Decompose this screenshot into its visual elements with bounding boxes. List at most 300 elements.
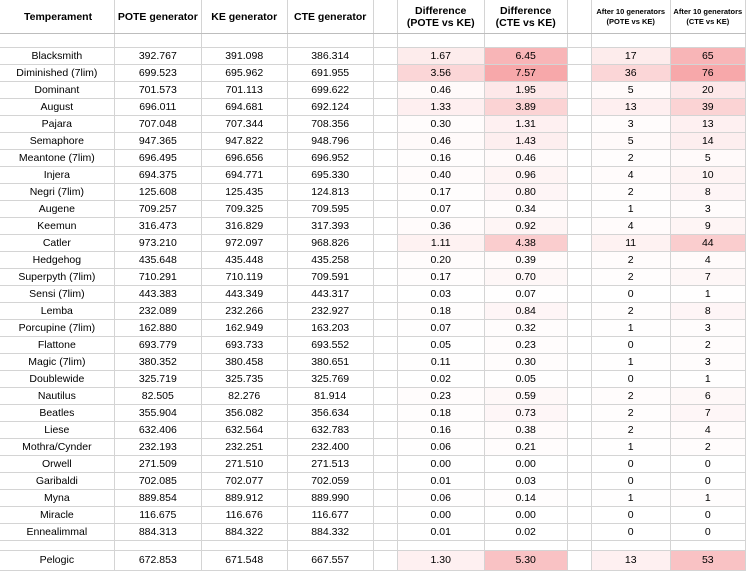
after-pote-cell[interactable]: 2: [591, 184, 670, 201]
header-diff-cte[interactable]: [484, 0, 567, 34]
spacer-cell[interactable]: [373, 456, 397, 473]
diff-pote-cell[interactable]: 0.23: [397, 388, 484, 405]
spacer-cell[interactable]: [373, 524, 397, 541]
pote-cell[interactable]: 709.257: [114, 201, 201, 218]
after-cte-cell[interactable]: 53: [670, 551, 745, 571]
ke-cell[interactable]: 82.276: [201, 388, 287, 405]
diff-pote-cell[interactable]: 0.16: [397, 150, 484, 167]
diff-cte-cell[interactable]: 0.84: [484, 303, 567, 320]
after-cte-cell[interactable]: 0: [670, 473, 745, 490]
spacer-cell[interactable]: [567, 439, 591, 456]
pote-cell[interactable]: 325.719: [114, 371, 201, 388]
empty-cell[interactable]: [484, 34, 567, 48]
spacer-cell[interactable]: [373, 337, 397, 354]
temperament-cell[interactable]: Flattone: [0, 337, 114, 354]
diff-pote-cell[interactable]: 0.06: [397, 439, 484, 456]
empty-cell[interactable]: [201, 34, 287, 48]
after-pote-cell[interactable]: 0: [591, 507, 670, 524]
diff-cte-cell[interactable]: 3.89: [484, 99, 567, 116]
after-pote-cell[interactable]: 2: [591, 422, 670, 439]
after-pote-cell[interactable]: 1: [591, 490, 670, 507]
spacer-cell[interactable]: [567, 167, 591, 184]
cte-cell[interactable]: 81.914: [287, 388, 373, 405]
after-pote-cell[interactable]: 5: [591, 82, 670, 99]
spacer-cell[interactable]: [373, 371, 397, 388]
diff-cte-cell[interactable]: 0.39: [484, 252, 567, 269]
diff-pote-cell[interactable]: 0.18: [397, 405, 484, 422]
diff-cte-cell[interactable]: 0.00: [484, 507, 567, 524]
cte-cell[interactable]: 889.990: [287, 490, 373, 507]
spacer-cell[interactable]: [567, 320, 591, 337]
pote-cell[interactable]: 701.573: [114, 82, 201, 99]
spacer-cell[interactable]: [373, 184, 397, 201]
spacer-cell[interactable]: [373, 65, 397, 82]
pote-cell[interactable]: 392.767: [114, 48, 201, 65]
after-pote-cell[interactable]: 1: [591, 439, 670, 456]
diff-pote-cell[interactable]: 0.36: [397, 218, 484, 235]
temperament-cell[interactable]: August: [0, 99, 114, 116]
pote-cell[interactable]: 125.608: [114, 184, 201, 201]
temperament-cell[interactable]: Keemun: [0, 218, 114, 235]
diff-cte-cell[interactable]: 0.38: [484, 422, 567, 439]
spacer-cell[interactable]: [373, 133, 397, 150]
after-pote-cell[interactable]: 13: [591, 99, 670, 116]
diff-cte-cell[interactable]: 0.14: [484, 490, 567, 507]
after-pote-cell[interactable]: 3: [591, 116, 670, 133]
after-pote-cell[interactable]: 2: [591, 405, 670, 422]
ke-cell[interactable]: 162.949: [201, 320, 287, 337]
after-cte-cell[interactable]: 7: [670, 269, 745, 286]
spacer-cell[interactable]: [373, 551, 397, 571]
cte-cell[interactable]: 271.513: [287, 456, 373, 473]
empty-cell[interactable]: [114, 541, 201, 551]
temperament-cell[interactable]: Nautilus: [0, 388, 114, 405]
cte-cell[interactable]: 124.813: [287, 184, 373, 201]
spacer-cell[interactable]: [567, 218, 591, 235]
after-cte-cell[interactable]: 1: [670, 490, 745, 507]
after-cte-cell[interactable]: 4: [670, 422, 745, 439]
after-cte-cell[interactable]: 44: [670, 235, 745, 252]
diff-pote-cell[interactable]: 1.33: [397, 99, 484, 116]
after-pote-cell[interactable]: 4: [591, 167, 670, 184]
spacer-cell[interactable]: [373, 218, 397, 235]
after-cte-cell[interactable]: 0: [670, 524, 745, 541]
diff-cte-cell[interactable]: 4.38: [484, 235, 567, 252]
spacer-cell[interactable]: [567, 286, 591, 303]
diff-pote-cell[interactable]: 0.02: [397, 371, 484, 388]
temperament-cell[interactable]: Beatles: [0, 405, 114, 422]
after-cte-cell[interactable]: 5: [670, 150, 745, 167]
pote-cell[interactable]: 699.523: [114, 65, 201, 82]
after-pote-cell[interactable]: 2: [591, 252, 670, 269]
ke-cell[interactable]: 116.676: [201, 507, 287, 524]
empty-cell[interactable]: [114, 34, 201, 48]
spacer-cell[interactable]: [373, 235, 397, 252]
spacer-cell[interactable]: [373, 116, 397, 133]
spacer-cell[interactable]: [567, 269, 591, 286]
diff-cte-cell[interactable]: 0.80: [484, 184, 567, 201]
diff-pote-cell[interactable]: 1.67: [397, 48, 484, 65]
ke-cell[interactable]: 443.349: [201, 286, 287, 303]
after-cte-cell[interactable]: 65: [670, 48, 745, 65]
after-cte-cell[interactable]: 4: [670, 252, 745, 269]
temperament-cell[interactable]: Injera: [0, 167, 114, 184]
spacer-cell[interactable]: [373, 473, 397, 490]
temperament-cell[interactable]: Negri (7lim): [0, 184, 114, 201]
after-cte-cell[interactable]: 3: [670, 354, 745, 371]
temperament-cell[interactable]: Dominant: [0, 82, 114, 99]
cte-cell[interactable]: 702.059: [287, 473, 373, 490]
cte-cell[interactable]: 325.769: [287, 371, 373, 388]
after-cte-cell[interactable]: 1: [670, 371, 745, 388]
diff-cte-cell[interactable]: 1.95: [484, 82, 567, 99]
pote-cell[interactable]: 947.365: [114, 133, 201, 150]
temperament-cell[interactable]: Sensi (7lim): [0, 286, 114, 303]
diff-pote-cell[interactable]: 0.07: [397, 320, 484, 337]
after-pote-cell[interactable]: 2: [591, 303, 670, 320]
pote-cell[interactable]: 435.648: [114, 252, 201, 269]
spacer-cell[interactable]: [567, 0, 591, 34]
after-cte-cell[interactable]: 3: [670, 201, 745, 218]
temperament-cell[interactable]: Liese: [0, 422, 114, 439]
empty-cell[interactable]: [287, 541, 373, 551]
diff-pote-cell[interactable]: 0.06: [397, 490, 484, 507]
cte-cell[interactable]: 709.591: [287, 269, 373, 286]
after-cte-cell[interactable]: 76: [670, 65, 745, 82]
empty-cell[interactable]: [0, 541, 114, 551]
diff-pote-cell[interactable]: 0.17: [397, 184, 484, 201]
after-pote-cell[interactable]: 1: [591, 201, 670, 218]
empty-cell[interactable]: [567, 541, 591, 551]
diff-pote-cell[interactable]: 0.03: [397, 286, 484, 303]
pote-cell[interactable]: 696.495: [114, 150, 201, 167]
ke-cell[interactable]: 232.251: [201, 439, 287, 456]
after-pote-cell[interactable]: 4: [591, 218, 670, 235]
ke-cell[interactable]: 694.681: [201, 99, 287, 116]
diff-pote-cell[interactable]: 0.30: [397, 116, 484, 133]
pote-cell[interactable]: 232.193: [114, 439, 201, 456]
spacer-cell[interactable]: [567, 524, 591, 541]
spacer-cell[interactable]: [567, 422, 591, 439]
spacer-cell[interactable]: [373, 0, 397, 34]
cte-cell[interactable]: 232.400: [287, 439, 373, 456]
spacer-cell[interactable]: [567, 48, 591, 65]
cte-cell[interactable]: 163.203: [287, 320, 373, 337]
header-cte[interactable]: CTE generator: [287, 0, 373, 34]
after-pote-cell[interactable]: 2: [591, 388, 670, 405]
spacer-cell[interactable]: [567, 337, 591, 354]
spacer-cell[interactable]: [567, 252, 591, 269]
cte-cell[interactable]: 968.826: [287, 235, 373, 252]
ke-cell[interactable]: 972.097: [201, 235, 287, 252]
after-pote-cell[interactable]: 36: [591, 65, 670, 82]
ke-cell[interactable]: 709.325: [201, 201, 287, 218]
pote-cell[interactable]: 693.779: [114, 337, 201, 354]
diff-pote-cell[interactable]: 0.20: [397, 252, 484, 269]
diff-pote-cell[interactable]: 3.56: [397, 65, 484, 82]
empty-cell[interactable]: [670, 34, 745, 48]
after-pote-cell[interactable]: 11: [591, 235, 670, 252]
diff-cte-cell[interactable]: 0.59: [484, 388, 567, 405]
spacer-cell[interactable]: [567, 405, 591, 422]
spacer-cell[interactable]: [567, 235, 591, 252]
spacer-cell[interactable]: [373, 507, 397, 524]
pote-cell[interactable]: 710.291: [114, 269, 201, 286]
temperament-cell[interactable]: Orwell: [0, 456, 114, 473]
pote-cell[interactable]: 82.505: [114, 388, 201, 405]
pote-cell[interactable]: 443.383: [114, 286, 201, 303]
diff-cte-cell[interactable]: 0.02: [484, 524, 567, 541]
spacer-cell[interactable]: [567, 133, 591, 150]
temperament-cell[interactable]: Porcupine (7lim): [0, 320, 114, 337]
diff-cte-cell[interactable]: 0.07: [484, 286, 567, 303]
ke-cell[interactable]: 884.322: [201, 524, 287, 541]
diff-pote-cell[interactable]: 0.00: [397, 456, 484, 473]
spacer-cell[interactable]: [373, 388, 397, 405]
after-cte-cell[interactable]: 8: [670, 303, 745, 320]
header-diff-pote[interactable]: [397, 0, 484, 34]
after-pote-cell[interactable]: 13: [591, 551, 670, 571]
spacer-cell[interactable]: [567, 456, 591, 473]
empty-cell[interactable]: [287, 34, 373, 48]
cte-cell[interactable]: 948.796: [287, 133, 373, 150]
after-cte-cell[interactable]: 10: [670, 167, 745, 184]
diff-cte-cell[interactable]: 0.23: [484, 337, 567, 354]
diff-cte-cell[interactable]: 0.96: [484, 167, 567, 184]
header-temperament[interactable]: Temperament: [0, 0, 114, 34]
empty-cell[interactable]: [591, 34, 670, 48]
diff-cte-cell[interactable]: 0.32: [484, 320, 567, 337]
pote-cell[interactable]: 271.509: [114, 456, 201, 473]
empty-cell[interactable]: [484, 541, 567, 551]
diff-pote-cell[interactable]: 0.05: [397, 337, 484, 354]
cte-cell[interactable]: 699.622: [287, 82, 373, 99]
pote-cell[interactable]: 162.880: [114, 320, 201, 337]
diff-pote-cell[interactable]: 0.40: [397, 167, 484, 184]
ke-cell[interactable]: 356.082: [201, 405, 287, 422]
spacer-cell[interactable]: [567, 490, 591, 507]
ke-cell[interactable]: 710.119: [201, 269, 287, 286]
diff-pote-cell[interactable]: 1.30: [397, 551, 484, 571]
ke-cell[interactable]: 889.912: [201, 490, 287, 507]
after-cte-cell[interactable]: 9: [670, 218, 745, 235]
spacer-cell[interactable]: [373, 82, 397, 99]
diff-pote-cell[interactable]: 0.18: [397, 303, 484, 320]
cte-cell[interactable]: 696.952: [287, 150, 373, 167]
temperament-cell[interactable]: Semaphore: [0, 133, 114, 150]
after-cte-cell[interactable]: 2: [670, 337, 745, 354]
spacer-cell[interactable]: [373, 286, 397, 303]
cte-cell[interactable]: 317.393: [287, 218, 373, 235]
ke-cell[interactable]: 947.822: [201, 133, 287, 150]
empty-cell[interactable]: [0, 34, 114, 48]
spacer-cell[interactable]: [567, 388, 591, 405]
after-cte-cell[interactable]: 14: [670, 133, 745, 150]
spacer-cell[interactable]: [373, 150, 397, 167]
after-pote-cell[interactable]: 0: [591, 371, 670, 388]
after-pote-cell[interactable]: 0: [591, 337, 670, 354]
spacer-cell[interactable]: [373, 439, 397, 456]
temperament-cell[interactable]: Doublewide: [0, 371, 114, 388]
diff-pote-cell[interactable]: 0.46: [397, 82, 484, 99]
spacer-cell[interactable]: [567, 82, 591, 99]
diff-pote-cell[interactable]: 0.46: [397, 133, 484, 150]
pote-cell[interactable]: 707.048: [114, 116, 201, 133]
pote-cell[interactable]: 232.089: [114, 303, 201, 320]
temperament-cell[interactable]: Myna: [0, 490, 114, 507]
header-after-cte[interactable]: [670, 0, 745, 34]
temperament-cell[interactable]: Meantone (7lim): [0, 150, 114, 167]
after-cte-cell[interactable]: 7: [670, 405, 745, 422]
ke-cell[interactable]: 702.077: [201, 473, 287, 490]
after-pote-cell[interactable]: 17: [591, 48, 670, 65]
pote-cell[interactable]: 884.313: [114, 524, 201, 541]
after-pote-cell[interactable]: 5: [591, 133, 670, 150]
after-pote-cell[interactable]: 0: [591, 473, 670, 490]
spacer-cell[interactable]: [373, 405, 397, 422]
diff-pote-cell[interactable]: 0.11: [397, 354, 484, 371]
diff-pote-cell[interactable]: 1.11: [397, 235, 484, 252]
temperament-cell[interactable]: Superpyth (7lim): [0, 269, 114, 286]
cte-cell[interactable]: 695.330: [287, 167, 373, 184]
diff-pote-cell[interactable]: 0.00: [397, 507, 484, 524]
after-pote-cell[interactable]: 0: [591, 286, 670, 303]
diff-cte-cell[interactable]: 0.03: [484, 473, 567, 490]
spacer-cell[interactable]: [373, 48, 397, 65]
cte-cell[interactable]: 632.783: [287, 422, 373, 439]
empty-cell[interactable]: [373, 34, 397, 48]
ke-cell[interactable]: 694.771: [201, 167, 287, 184]
ke-cell[interactable]: 316.829: [201, 218, 287, 235]
diff-pote-cell[interactable]: 0.01: [397, 473, 484, 490]
ke-cell[interactable]: 232.266: [201, 303, 287, 320]
spacer-cell[interactable]: [567, 551, 591, 571]
spacer-cell[interactable]: [567, 150, 591, 167]
after-cte-cell[interactable]: 8: [670, 184, 745, 201]
spacer-cell[interactable]: [567, 184, 591, 201]
spacer-cell[interactable]: [567, 507, 591, 524]
ke-cell[interactable]: 325.735: [201, 371, 287, 388]
cte-cell[interactable]: 443.317: [287, 286, 373, 303]
temperament-cell[interactable]: Catler: [0, 235, 114, 252]
spacer-cell[interactable]: [373, 303, 397, 320]
temperament-cell[interactable]: Pelogic: [0, 551, 114, 571]
ke-cell[interactable]: 632.564: [201, 422, 287, 439]
ke-cell[interactable]: 380.458: [201, 354, 287, 371]
pote-cell[interactable]: 380.352: [114, 354, 201, 371]
pote-cell[interactable]: 355.904: [114, 405, 201, 422]
cte-cell[interactable]: 356.634: [287, 405, 373, 422]
spacer-cell[interactable]: [567, 303, 591, 320]
after-cte-cell[interactable]: 39: [670, 99, 745, 116]
ke-cell[interactable]: 435.448: [201, 252, 287, 269]
after-pote-cell[interactable]: 0: [591, 456, 670, 473]
pote-cell[interactable]: 632.406: [114, 422, 201, 439]
temperament-cell[interactable]: Pajara: [0, 116, 114, 133]
pote-cell[interactable]: 973.210: [114, 235, 201, 252]
diff-cte-cell[interactable]: 1.31: [484, 116, 567, 133]
empty-cell[interactable]: [567, 34, 591, 48]
diff-cte-cell[interactable]: 7.57: [484, 65, 567, 82]
after-cte-cell[interactable]: 0: [670, 507, 745, 524]
pote-cell[interactable]: 694.375: [114, 167, 201, 184]
empty-cell[interactable]: [201, 541, 287, 551]
diff-cte-cell[interactable]: 0.46: [484, 150, 567, 167]
diff-cte-cell[interactable]: 0.34: [484, 201, 567, 218]
spacer-cell[interactable]: [373, 320, 397, 337]
cte-cell[interactable]: 667.557: [287, 551, 373, 571]
spacer-cell[interactable]: [373, 201, 397, 218]
after-cte-cell[interactable]: 20: [670, 82, 745, 99]
spacer-cell[interactable]: [373, 252, 397, 269]
temperament-cell[interactable]: Ennealimmal: [0, 524, 114, 541]
after-cte-cell[interactable]: 0: [670, 456, 745, 473]
diff-pote-cell[interactable]: 0.07: [397, 201, 484, 218]
cte-cell[interactable]: 884.332: [287, 524, 373, 541]
temperament-cell[interactable]: Hedgehog: [0, 252, 114, 269]
temperament-cell[interactable]: Augene: [0, 201, 114, 218]
pote-cell[interactable]: 116.675: [114, 507, 201, 524]
empty-cell[interactable]: [591, 541, 670, 551]
pote-cell[interactable]: 696.011: [114, 99, 201, 116]
spacer-cell[interactable]: [567, 116, 591, 133]
temperament-cell[interactable]: Mothra/Cynder: [0, 439, 114, 456]
cte-cell[interactable]: 435.258: [287, 252, 373, 269]
temperament-cell[interactable]: Garibaldi: [0, 473, 114, 490]
diff-pote-cell[interactable]: 0.17: [397, 269, 484, 286]
diff-pote-cell[interactable]: 0.01: [397, 524, 484, 541]
pote-cell[interactable]: 672.853: [114, 551, 201, 571]
diff-cte-cell[interactable]: 0.21: [484, 439, 567, 456]
diff-cte-cell[interactable]: 0.00: [484, 456, 567, 473]
cte-cell[interactable]: 232.927: [287, 303, 373, 320]
after-cte-cell[interactable]: 1: [670, 286, 745, 303]
spacer-cell[interactable]: [567, 354, 591, 371]
cte-cell[interactable]: 692.124: [287, 99, 373, 116]
diff-cte-cell[interactable]: 0.70: [484, 269, 567, 286]
header-pote[interactable]: POTE generator: [114, 0, 201, 34]
spacer-cell[interactable]: [373, 490, 397, 507]
after-cte-cell[interactable]: 3: [670, 320, 745, 337]
after-cte-cell[interactable]: 13: [670, 116, 745, 133]
spacer-cell[interactable]: [373, 422, 397, 439]
cte-cell[interactable]: 709.595: [287, 201, 373, 218]
diff-cte-cell[interactable]: 0.05: [484, 371, 567, 388]
ke-cell[interactable]: 696.656: [201, 150, 287, 167]
spacer-cell[interactable]: [567, 99, 591, 116]
cte-cell[interactable]: 116.677: [287, 507, 373, 524]
after-cte-cell[interactable]: 6: [670, 388, 745, 405]
empty-cell[interactable]: [373, 541, 397, 551]
cte-cell[interactable]: 691.955: [287, 65, 373, 82]
empty-cell[interactable]: [397, 34, 484, 48]
temperament-cell[interactable]: Diminished (7lim): [0, 65, 114, 82]
after-pote-cell[interactable]: 0: [591, 524, 670, 541]
pote-cell[interactable]: 316.473: [114, 218, 201, 235]
ke-cell[interactable]: 671.548: [201, 551, 287, 571]
diff-cte-cell[interactable]: 0.92: [484, 218, 567, 235]
diff-cte-cell[interactable]: 6.45: [484, 48, 567, 65]
ke-cell[interactable]: 695.962: [201, 65, 287, 82]
header-ke[interactable]: KE generator: [201, 0, 287, 34]
diff-pote-cell[interactable]: 0.16: [397, 422, 484, 439]
after-pote-cell[interactable]: 1: [591, 354, 670, 371]
ke-cell[interactable]: 707.344: [201, 116, 287, 133]
spacer-cell[interactable]: [567, 65, 591, 82]
ke-cell[interactable]: 693.733: [201, 337, 287, 354]
after-pote-cell[interactable]: 1: [591, 320, 670, 337]
diff-cte-cell[interactable]: 0.30: [484, 354, 567, 371]
